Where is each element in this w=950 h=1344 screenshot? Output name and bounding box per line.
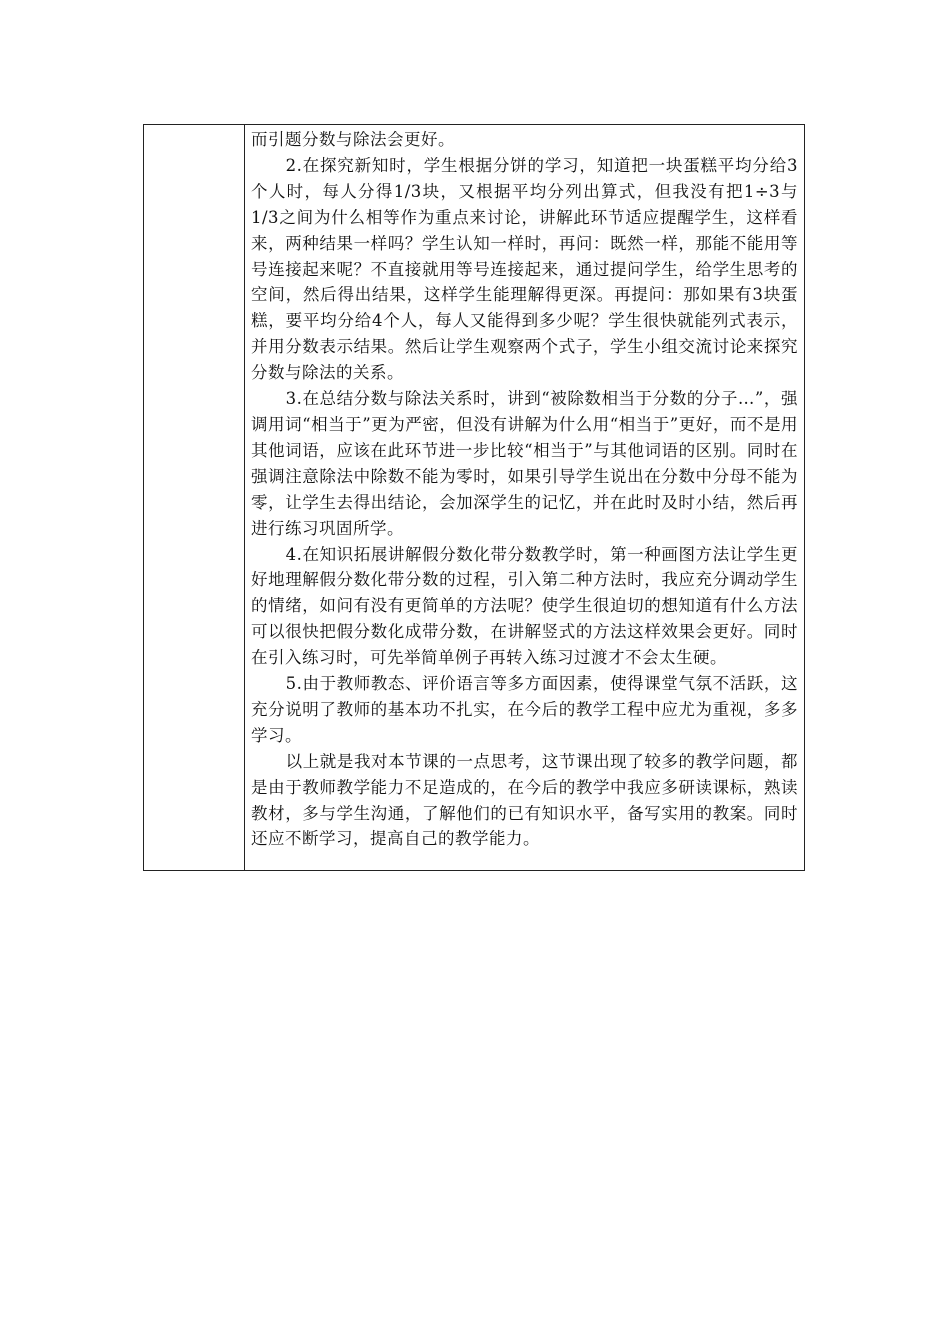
table-left-cell (144, 125, 245, 870)
paragraph-intro-end: 而引题分数与除法会更好。 (251, 130, 455, 149)
table-content-cell (245, 125, 804, 870)
paragraph-point-3: 3.在总结分数与除法关系时，讲到“被除数相当于分数的分子…”，强调用词“相当于”更为严密，但没有讲解为什么用“相当于”更好，而不是用其他词语，应该在此环节进一步比较“相当于”与其他词语的区别。同时在强调注意除法中除数不能为零时，如果引导学生说出在分数中分母不能为零，让学生去得出结论，会加深学生的记忆，并在此时及时小结，然后再进行练习巩固所学。 (251, 389, 798, 538)
paragraph-point-5: 5.由于教师教态、评价语言等多方面因素，使得课堂气氛不活跃，这充分说明了教师的基本功不扎实，在今后的教学工程中应尤为重视，多多学习。 (251, 674, 798, 745)
reflection-table (143, 124, 805, 871)
paragraph-point-4: 4.在知识拓展讲解假分数化带分数教学时，第一种画图方法让学生更好地理解假分数化带分数的过程，引入第二种方法时，我应充分调动学生的情绪，如问有没有更简单的方法呢？使学生很迫切的想知道有什么方法可以很快把假分数化成带分数，在讲解竖式的方法这样效果会更好。同时在引入练习时，可先举简单例子再转入练习过渡才不会太生硬。 (251, 544, 798, 668)
paragraph-point-2: 2.在探究新知时，学生根据分饼的学习，知道把一块蛋糕平均分给3个人时，每人分得1/3块，又根据平均分列出算式，但我没有把1÷3与1/3之间为什么相等作为重点来讨论，讲解此环节适应提醒学生，这样看来，两种结果一样吗？学生认知一样时，再问：既然一样，那能不能用等号连接起来呢？不直接就用等号连接起来，通过提问学生，给学生思考的空间，然后得出结果，这样学生能理解得更深。再提问：那如果有3块蛋糕，要平均分给4个人，每人又能得到多少呢？学生很快就能列式表示，并用分数表示结果。然后让学生观察两个式子，学生小组交流讨论来探究分数与除法的关系。 (251, 155, 798, 383)
paragraph-conclusion: 以上就是我对本节课的一点思考，这节课出现了较多的教学问题，都是由于教师教学能力不足造成的，在今后的教学中我应多研读课标，熟读教材，多与学生沟通，了解他们的已有知识水平，备写实用的教案。同时还应不断学习，提高自己的教学能力。 (251, 751, 798, 849)
